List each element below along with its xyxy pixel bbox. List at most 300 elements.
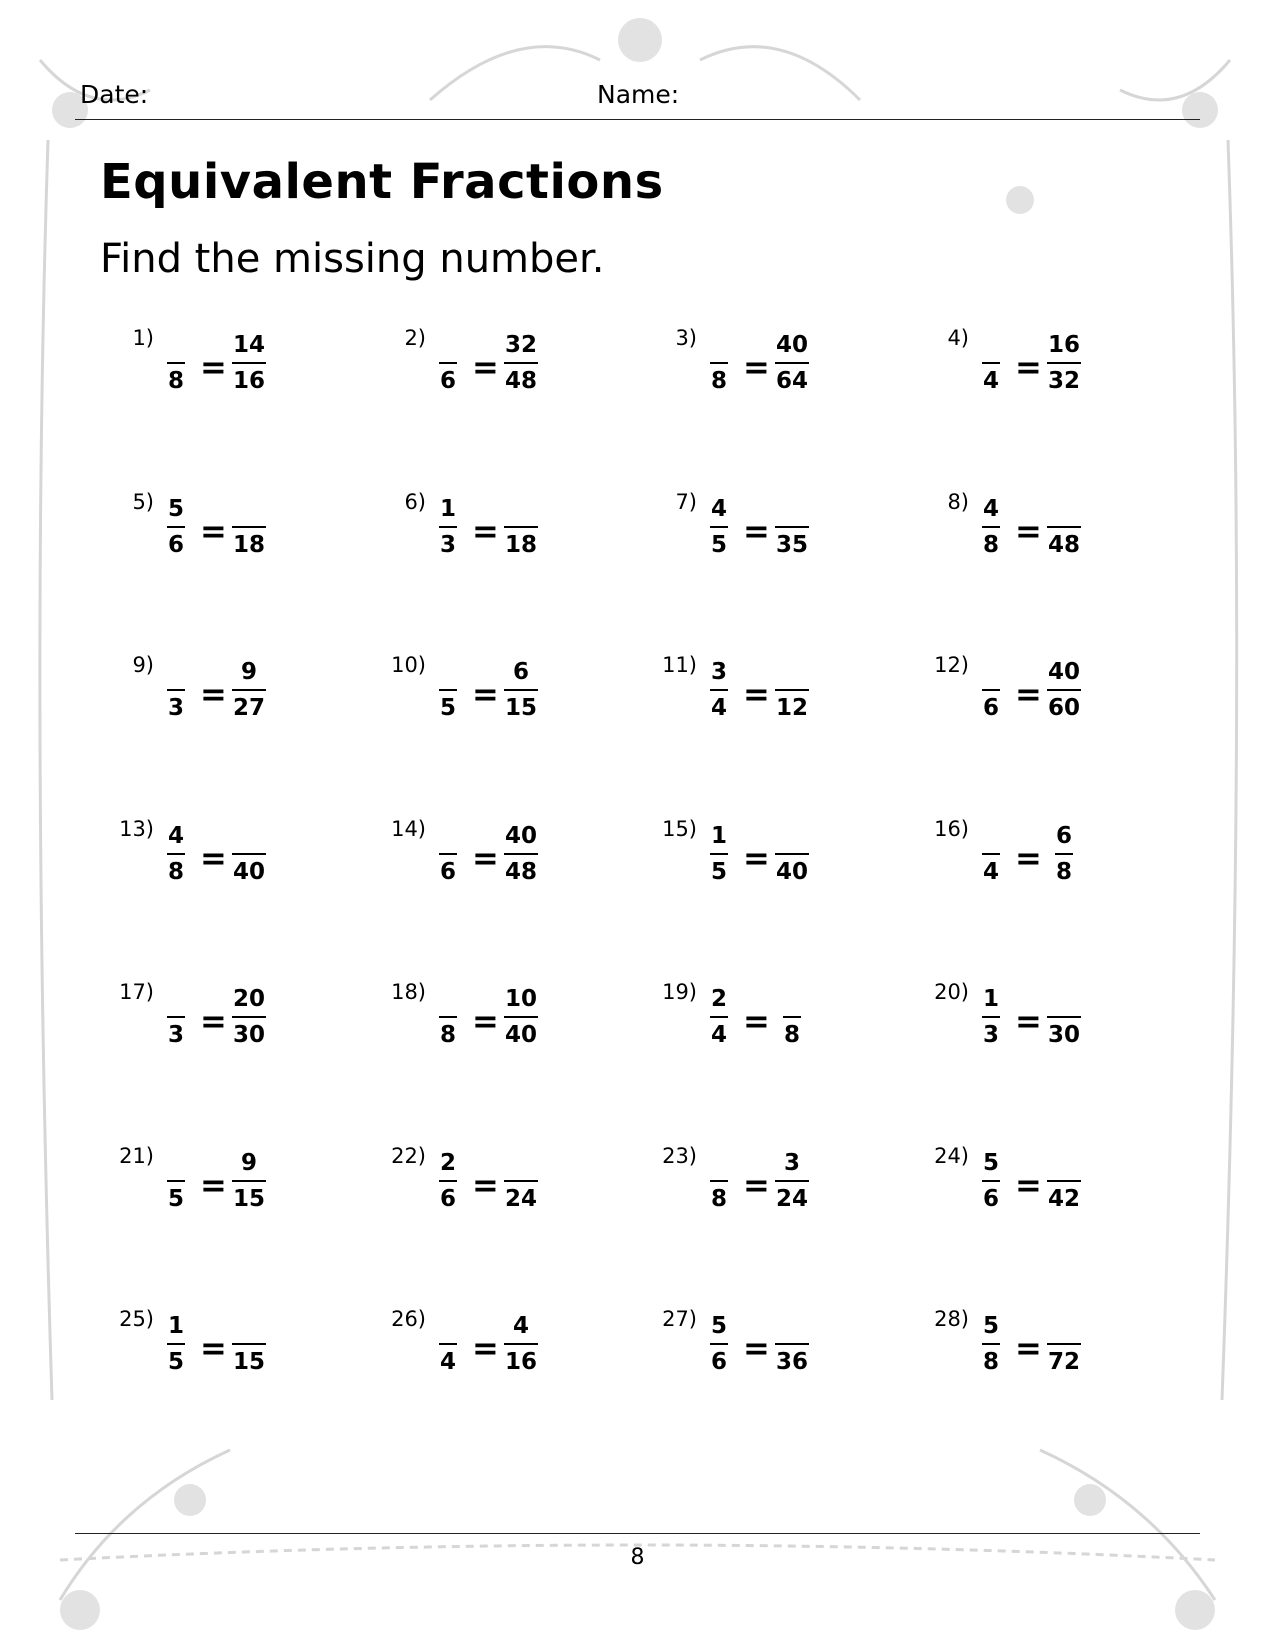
right-numerator: 40 [1047,659,1080,685]
equals-sign: = [472,675,499,713]
problem-number: 28) [934,1307,969,1331]
problem-item [649,653,899,753]
left-denominator: 8 [710,368,727,394]
fraction-bar [1047,362,1081,364]
left-fraction [973,984,1009,1050]
fraction-bar [504,362,538,364]
right-fraction [224,984,274,1050]
left-fraction [430,984,466,1050]
fraction-bar [982,526,1000,528]
left-fraction [158,984,194,1050]
fraction-bar [710,689,728,691]
fraction-bar [439,362,457,364]
right-numerator[interactable] [496,1148,546,1178]
left-numerator[interactable] [701,330,737,360]
right-denominator: 48 [504,368,537,394]
fraction-bar [775,362,809,364]
equals-sign: = [1015,1002,1042,1040]
left-numerator[interactable] [430,821,466,851]
left-fraction [973,494,1009,560]
left-denominator: 3 [167,695,184,721]
left-denominator: 3 [439,532,456,558]
fraction-bar [775,689,809,691]
left-fraction [430,1311,466,1377]
right-fraction [767,330,817,396]
right-denominator: 35 [775,532,808,558]
right-denominator: 30 [232,1022,265,1048]
right-fraction [224,494,274,560]
fraction-bar [982,1016,1000,1018]
right-numerator[interactable] [496,494,546,524]
equals-sign: = [200,1002,227,1040]
left-numerator: 1 [439,496,456,522]
problem-item [106,490,356,590]
fraction-bar [982,362,1000,364]
problem-number: 15) [662,817,697,841]
right-numerator: 16 [1047,332,1080,358]
left-numerator: 1 [710,823,727,849]
problem-item [921,817,1171,917]
equals-sign: = [472,839,499,877]
worksheet-title: Equivalent Fractions [100,154,664,210]
left-numerator[interactable] [973,657,1009,687]
equals-sign: = [743,675,770,713]
right-numerator: 4 [512,1313,529,1339]
fraction-bar [1047,1016,1081,1018]
fraction-bar [982,853,1000,855]
problem-item [106,1307,356,1407]
equals-sign: = [472,1166,499,1204]
fraction-bar [232,853,266,855]
fraction-bar [167,1180,185,1182]
left-denominator: 6 [710,1349,727,1375]
right-fraction [224,1148,274,1214]
problem-number: 1) [132,326,154,350]
fraction-bar [167,853,185,855]
right-numerator: 14 [232,332,265,358]
equals-sign: = [743,1329,770,1367]
problem-number: 21) [119,1144,154,1168]
problem-number: 16) [934,817,969,841]
fraction-bar [775,526,809,528]
equals-sign: = [472,348,499,386]
left-fraction [430,657,466,723]
right-denominator: 36 [775,1349,808,1375]
fraction-bar [167,526,185,528]
equals-sign: = [743,1166,770,1204]
equals-sign: = [200,675,227,713]
fraction-bar [439,689,457,691]
left-fraction [701,657,737,723]
equals-sign: = [743,348,770,386]
problem-item [649,1144,899,1244]
fraction-bar [1047,1180,1081,1182]
problem-item [378,653,628,753]
right-numerator[interactable] [224,494,274,524]
problem-number: 27) [662,1307,697,1331]
equals-sign: = [200,839,227,877]
name-label: Name: [597,80,680,109]
problem-number: 10) [391,653,426,677]
right-denominator: 15 [232,1349,265,1375]
left-denominator: 8 [167,859,184,885]
problem-item [921,653,1171,753]
fraction-bar [232,1180,266,1182]
right-fraction [767,1148,817,1214]
problem-number: 19) [662,980,697,1004]
fraction-bar [504,1016,538,1018]
problem-item [921,1144,1171,1244]
left-numerator: 5 [167,496,184,522]
left-denominator: 8 [982,1349,999,1375]
fraction-bar [504,526,538,528]
right-fraction [224,657,274,723]
left-denominator: 4 [710,1022,727,1048]
left-denominator: 6 [439,1186,456,1212]
left-fraction [701,494,737,560]
problem-item [106,980,356,1080]
left-denominator: 6 [439,368,456,394]
left-denominator: 5 [167,1349,184,1375]
problem-item [649,817,899,917]
left-numerator: 2 [710,986,727,1012]
problem-number: 8) [947,490,969,514]
right-denominator: 64 [775,368,808,394]
problem-number: 18) [391,980,426,1004]
fraction-bar [775,1343,809,1345]
left-denominator: 8 [982,532,999,558]
right-denominator: 16 [232,368,265,394]
left-numerator: 4 [710,496,727,522]
equals-sign: = [743,839,770,877]
right-denominator: 16 [504,1349,537,1375]
problem-item [378,980,628,1080]
worksheet-instructions: Find the missing number. [100,236,605,282]
problem-item [649,326,899,426]
right-numerator: 6 [512,659,529,685]
fraction-bar [982,1180,1000,1182]
equals-sign: = [1015,675,1042,713]
left-numerator[interactable] [430,1311,466,1341]
left-fraction [430,494,466,560]
left-fraction [158,494,194,560]
right-fraction [496,1311,546,1377]
left-numerator: 5 [982,1150,999,1176]
problem-number: 20) [934,980,969,1004]
right-denominator: 30 [1047,1022,1080,1048]
problem-number: 13) [119,817,154,841]
right-denominator: 40 [232,859,265,885]
problem-number: 2) [404,326,426,350]
fraction-bar [167,1016,185,1018]
problem-item [649,1307,899,1407]
right-fraction [1039,1311,1089,1377]
right-fraction [496,1148,546,1214]
fraction-bar [1055,853,1073,855]
left-denominator: 3 [982,1022,999,1048]
right-fraction [224,1311,274,1377]
left-denominator: 6 [167,532,184,558]
equals-sign: = [472,512,499,550]
right-denominator: 15 [504,695,537,721]
fraction-bar [167,362,185,364]
fraction-bar [982,1343,1000,1345]
left-fraction [973,330,1009,396]
right-denominator: 24 [775,1186,808,1212]
equals-sign: = [472,1329,499,1367]
right-fraction [1039,330,1089,396]
fraction-bar [504,853,538,855]
left-numerator: 1 [167,1313,184,1339]
left-numerator: 3 [710,659,727,685]
left-numerator: 2 [439,1150,456,1176]
right-numerator[interactable] [224,821,274,851]
left-denominator: 5 [167,1186,184,1212]
problem-number: 7) [675,490,697,514]
left-denominator: 8 [710,1186,727,1212]
right-fraction [496,494,546,560]
fraction-bar [232,1016,266,1018]
left-numerator[interactable] [158,984,194,1014]
right-denominator: 18 [504,532,537,558]
left-numerator[interactable] [973,821,1009,851]
left-denominator: 4 [439,1349,456,1375]
right-denominator: 18 [232,532,265,558]
right-denominator: 48 [504,859,537,885]
left-numerator: 5 [710,1313,727,1339]
right-denominator: 42 [1047,1186,1080,1212]
right-fraction [1039,821,1089,887]
right-numerator[interactable] [767,1311,817,1341]
right-fraction [224,330,274,396]
header-divider [75,119,1200,120]
left-numerator[interactable] [430,657,466,687]
equals-sign: = [1015,1166,1042,1204]
right-fraction [496,821,546,887]
right-denominator: 72 [1047,1349,1080,1375]
equals-sign: = [200,1329,227,1367]
problem-number: 23) [662,1144,697,1168]
right-numerator[interactable] [1039,1148,1089,1178]
problem-item [649,980,899,1080]
problem-item [378,817,628,917]
left-fraction [430,821,466,887]
right-fraction [1039,657,1089,723]
problem-number: 17) [119,980,154,1004]
left-numerator: 4 [982,496,999,522]
right-numerator[interactable] [1039,494,1089,524]
right-numerator: 3 [783,1150,800,1176]
right-numerator[interactable] [767,657,817,687]
left-numerator: 1 [982,986,999,1012]
fraction-bar [232,362,266,364]
fraction-bar [504,1343,538,1345]
left-denominator: 8 [439,1022,456,1048]
equals-sign: = [1015,348,1042,386]
fraction-bar [982,689,1000,691]
right-fraction [767,657,817,723]
problem-number: 6) [404,490,426,514]
left-denominator: 4 [982,859,999,885]
fraction-bar [710,526,728,528]
right-numerator: 10 [504,986,537,1012]
fraction-bar [710,1343,728,1345]
left-numerator[interactable] [973,330,1009,360]
right-numerator[interactable] [224,1311,274,1341]
fraction-bar [1047,1343,1081,1345]
problem-item [921,490,1171,590]
right-numerator: 9 [240,1150,257,1176]
left-denominator: 4 [710,695,727,721]
left-fraction [158,657,194,723]
right-fraction [496,657,546,723]
equals-sign: = [743,1002,770,1040]
equals-sign: = [1015,839,1042,877]
right-denominator: 32 [1047,368,1080,394]
left-numerator: 4 [167,823,184,849]
problem-item [106,817,356,917]
right-numerator: 9 [240,659,257,685]
equals-sign: = [200,348,227,386]
left-denominator: 3 [167,1022,184,1048]
equals-sign: = [200,512,227,550]
right-denominator: 60 [1047,695,1080,721]
problem-number: 3) [675,326,697,350]
problem-number: 9) [132,653,154,677]
left-fraction [973,1148,1009,1214]
problem-number: 26) [391,1307,426,1331]
right-fraction [1039,1148,1089,1214]
problem-item [921,326,1171,426]
fraction-bar [439,526,457,528]
fraction-bar [504,689,538,691]
problem-item [378,490,628,590]
fraction-bar [232,526,266,528]
fraction-bar [1047,689,1081,691]
left-fraction [158,1311,194,1377]
right-fraction [767,984,817,1050]
left-fraction [158,1148,194,1214]
left-denominator: 8 [167,368,184,394]
fraction-bar [710,1180,728,1182]
right-numerator[interactable] [767,984,817,1014]
right-numerator: 6 [1055,823,1072,849]
left-fraction [430,1148,466,1214]
problem-number: 4) [947,326,969,350]
equals-sign: = [1015,512,1042,550]
right-denominator: 48 [1047,532,1080,558]
left-fraction [973,1311,1009,1377]
equals-sign: = [743,512,770,550]
right-fraction [496,330,546,396]
left-fraction [701,821,737,887]
right-numerator[interactable] [767,821,817,851]
left-numerator[interactable] [158,330,194,360]
fraction-bar [167,1343,185,1345]
problem-item [921,980,1171,1080]
fraction-bar [783,1016,801,1018]
right-fraction [1039,984,1089,1050]
fraction-bar [504,1180,538,1182]
left-numerator[interactable] [158,1148,194,1178]
date-label: Date: [80,80,149,109]
problem-item [106,326,356,426]
left-denominator: 5 [710,532,727,558]
problem-item [378,326,628,426]
right-numerator: 40 [504,823,537,849]
right-numerator: 32 [504,332,537,358]
fraction-bar [775,1180,809,1182]
right-fraction [224,821,274,887]
page-number: 8 [630,1545,645,1570]
left-denominator: 6 [982,1186,999,1212]
right-denominator: 40 [504,1022,537,1048]
problem-item [106,1144,356,1244]
left-denominator: 6 [439,859,456,885]
right-fraction [496,984,546,1050]
right-fraction [1039,494,1089,560]
right-denominator: 8 [1055,859,1072,885]
equals-sign: = [1015,1329,1042,1367]
left-fraction [973,657,1009,723]
left-numerator[interactable] [430,330,466,360]
problem-item [106,653,356,753]
problem-item [921,1307,1171,1407]
problem-item [378,1307,628,1407]
fraction-bar [439,853,457,855]
problem-number: 14) [391,817,426,841]
problem-item [649,490,899,590]
fraction-bar [710,853,728,855]
left-fraction [158,330,194,396]
left-fraction [973,821,1009,887]
equals-sign: = [200,1166,227,1204]
left-numerator[interactable] [158,657,194,687]
right-denominator: 12 [775,695,808,721]
left-fraction [701,1311,737,1377]
left-fraction [701,984,737,1050]
problem-number: 11) [662,653,697,677]
problem-number: 12) [934,653,969,677]
problem-number: 25) [119,1307,154,1331]
right-fraction [767,821,817,887]
fraction-bar [710,362,728,364]
fraction-bar [232,689,266,691]
right-denominator: 8 [783,1022,800,1048]
left-denominator: 5 [439,695,456,721]
fraction-bar [1047,526,1081,528]
fraction-bar [439,1180,457,1182]
right-denominator: 24 [504,1186,537,1212]
left-numerator[interactable] [701,1148,737,1178]
left-denominator: 5 [710,859,727,885]
right-fraction [767,494,817,560]
fraction-bar [232,1343,266,1345]
left-fraction [701,330,737,396]
right-denominator: 40 [775,859,808,885]
right-numerator[interactable] [1039,1311,1089,1341]
left-numerator[interactable] [430,984,466,1014]
left-fraction [701,1148,737,1214]
fraction-bar [439,1016,457,1018]
right-numerator[interactable] [767,494,817,524]
right-numerator: 20 [232,986,265,1012]
left-fraction [430,330,466,396]
footer-divider [75,1533,1200,1534]
right-denominator: 15 [232,1186,265,1212]
problem-number: 22) [391,1144,426,1168]
right-numerator[interactable] [1039,984,1089,1014]
